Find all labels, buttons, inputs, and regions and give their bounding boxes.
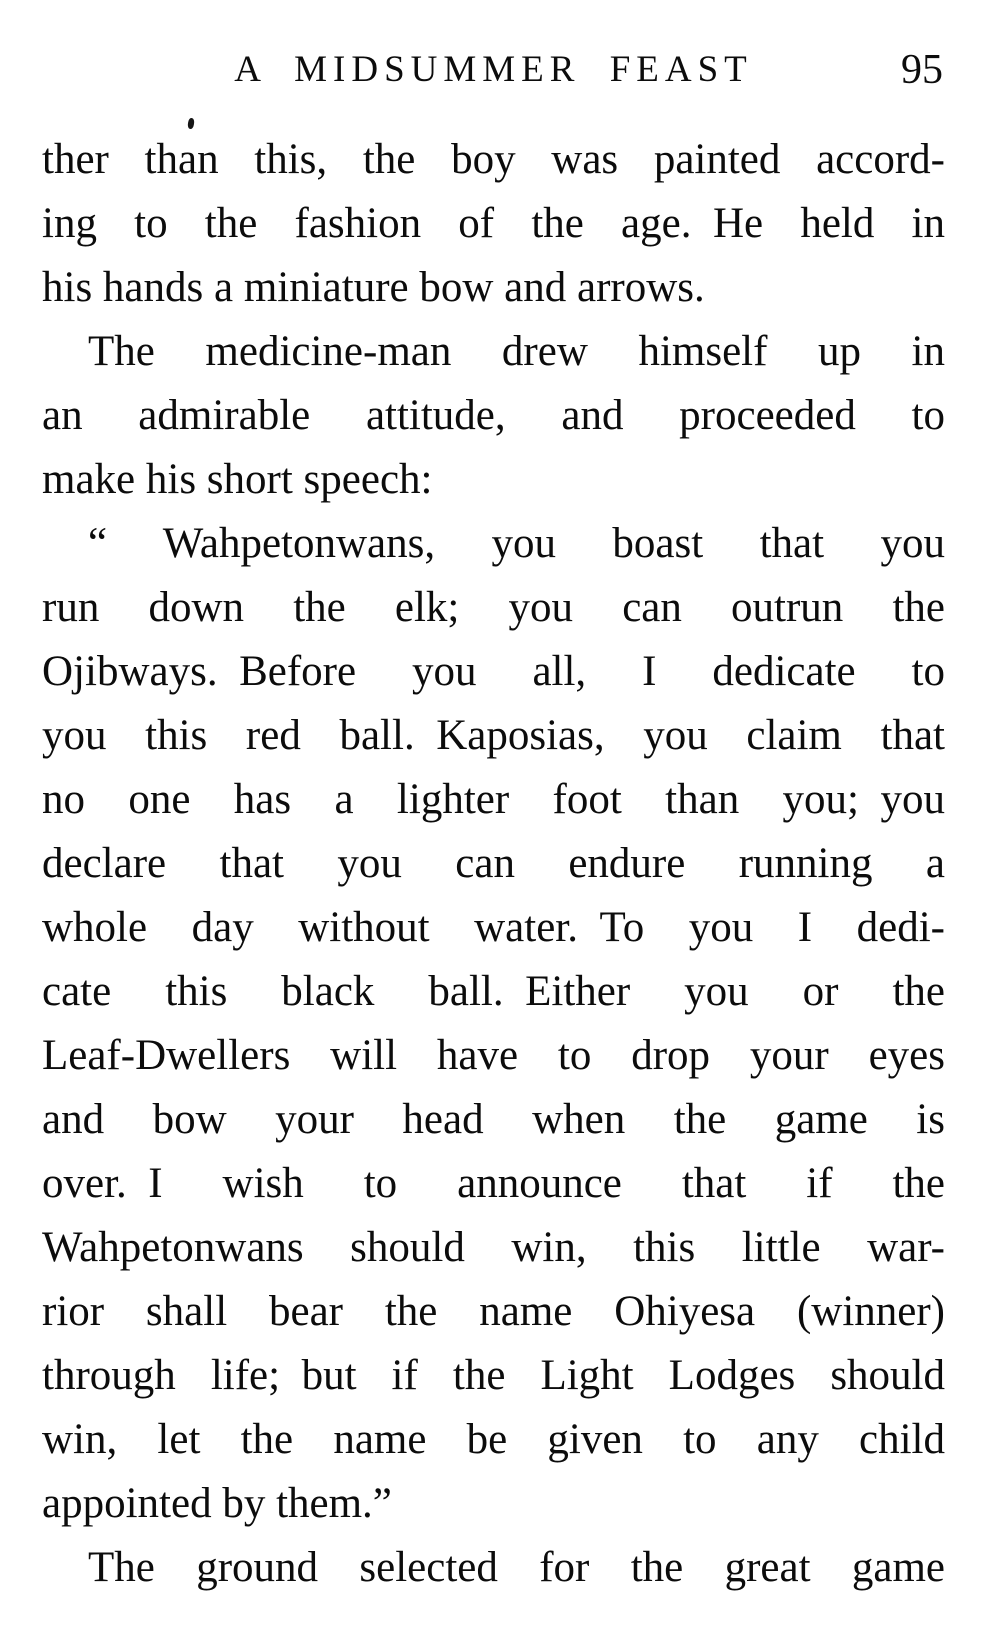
text-line: appointed by them.” bbox=[42, 1480, 392, 1527]
text-line: over. I wish to announce that if the bbox=[42, 1160, 945, 1207]
text-line: run down the elk; you can outrun the bbox=[42, 584, 945, 631]
body-text bbox=[42, 128, 945, 1600]
text-line: his hands a miniature bow and arrows. bbox=[42, 264, 705, 311]
text-line: cate this black ball. Either you or the bbox=[42, 968, 945, 1015]
text-line: whole day without water. To you I dedi- bbox=[42, 904, 945, 951]
text-line: rior shall bear the name Ohiyesa (winner) bbox=[42, 1288, 945, 1335]
text-line: make his short speech: bbox=[42, 456, 433, 503]
text-line: Ojibways. Before you all, I dedicate to bbox=[42, 648, 945, 695]
text-line: The medicine-man drew himself up in bbox=[88, 328, 945, 375]
text-line: through life; but if the Light Lodges should bbox=[42, 1352, 945, 1399]
text-line: “ Wahpetonwans, you boast that you bbox=[88, 520, 945, 567]
text-line: and bow your head when the game is bbox=[42, 1096, 945, 1143]
text-line: Wahpetonwans should win, this little war- bbox=[42, 1224, 945, 1271]
text-line: ther than this, the boy was painted accord- bbox=[42, 136, 945, 183]
chapter-title: A MIDSUMMER FEAST bbox=[234, 49, 753, 90]
running-header bbox=[42, 48, 945, 98]
text-line: an admirable attitude, and proceeded to bbox=[42, 392, 945, 439]
text-line: win, let the name be given to any child bbox=[42, 1416, 945, 1463]
page-number: 95 bbox=[901, 47, 943, 93]
text-line: you this red ball. Kaposias, you claim that bbox=[42, 712, 945, 759]
text-line: no one has a lighter foot than you; you bbox=[42, 776, 945, 823]
text-line: The ground selected for the great game bbox=[88, 1544, 945, 1591]
text-line: Leaf-Dwellers will have to drop your eyes bbox=[42, 1032, 945, 1079]
text-line: declare that you can endure running a bbox=[42, 840, 945, 887]
text-line: ing to the fashion of the age. He held in bbox=[42, 200, 945, 247]
